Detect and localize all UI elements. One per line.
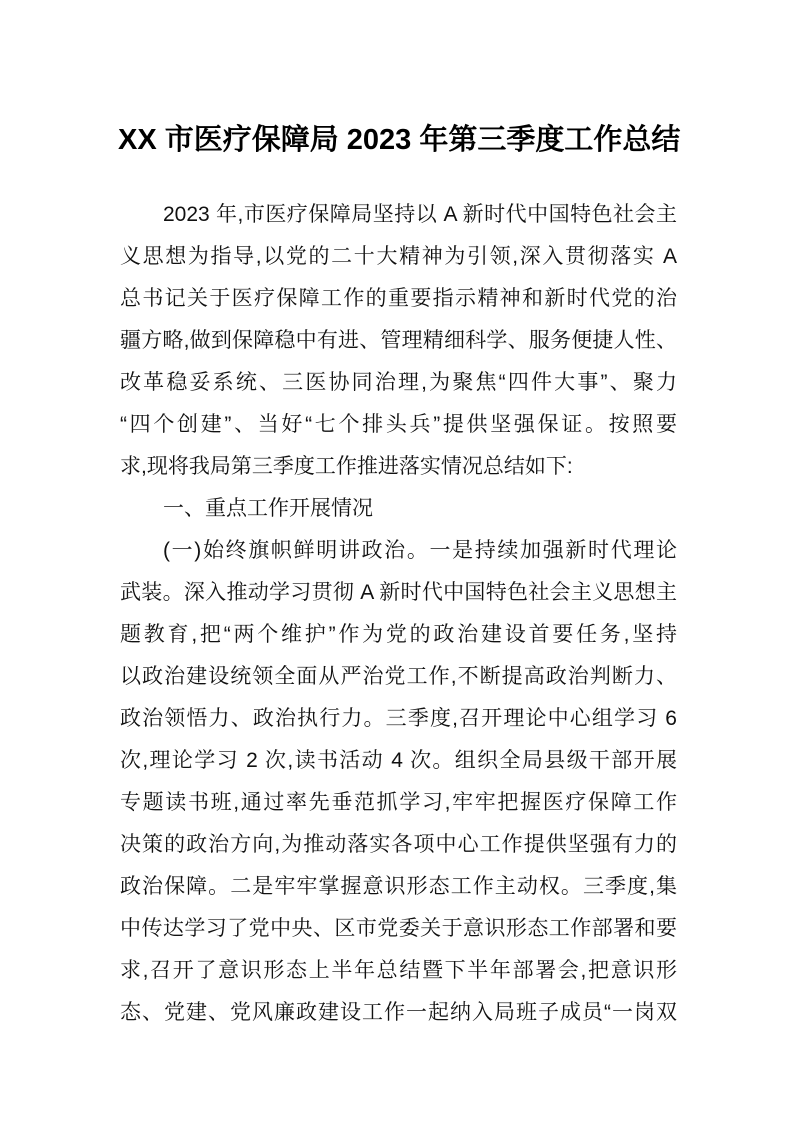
section-one-paragraph-line: 武装。深入推动学习贯彻 A 新时代中国特色社会主义思想主 xyxy=(120,581,677,604)
intro-paragraph-line: 求,现将我局第三季度工作推进落实情况总结如下: xyxy=(120,455,573,478)
document-title: XX 市医疗保障局 2023 年第三季度工作总结 xyxy=(118,124,681,156)
intro-paragraph-line: 总书记关于医疗保障工作的重要指示精神和新时代党的治 xyxy=(120,287,677,310)
intro-paragraph-line: “四个创建”、当好“七个排头兵”提供坚强保证。按照要 xyxy=(120,413,677,436)
section-one-paragraph-line: 次,理论学习 2 次,读书活动 4 次。组织全局县级干部开展 xyxy=(120,749,677,772)
document-body xyxy=(120,194,677,1034)
intro-paragraph-line: 改革稳妥系统、三医协同治理,为聚焦“四件大事”、聚力 xyxy=(120,371,677,394)
section-one-paragraph-line: 求,召开了意识形态上半年总结暨下半年部署会,把意识形 xyxy=(120,959,677,982)
section-one-paragraph-line: 中传达学习了党中央、区市党委关于意识形态工作部署和要 xyxy=(120,917,677,940)
intro-paragraph-line: 义思想为指导,以党的二十大精神为引领,深入贯彻落实 A xyxy=(120,245,677,268)
section-one-paragraph-line: 专题读书班,通过率先垂范抓学习,牢牢把握医疗保障工作 xyxy=(120,791,677,814)
section-one-paragraph-line: (一)始终旗帜鲜明讲政治。一是持续加强新时代理论 xyxy=(163,539,677,562)
intro-paragraph-line: 2023 年,市医疗保障局坚持以 A 新时代中国特色社会主 xyxy=(163,203,677,226)
section-one-paragraph-line: 决策的政治方向,为推动落实各项中心工作提供坚强有力的 xyxy=(120,833,677,856)
section-one-paragraph-line: 政治保障。二是牢牢掌握意识形态工作主动权。三季度,集 xyxy=(120,875,677,898)
section-one-paragraph-line: 态、党建、党风廉政建设工作一起纳入局班子成员“一岗双 xyxy=(120,1001,677,1024)
section-one-paragraph-line: 以政治建设统领全面从严治党工作,不断提高政治判断力、 xyxy=(120,665,677,688)
section-one-paragraph-line: 题教育,把“两个维护”作为党的政治建设首要任务,坚持 xyxy=(120,623,677,646)
section-heading-line: 一、重点工作开展情况 xyxy=(163,497,373,520)
section-one-paragraph-line: 政治领悟力、政治执行力。三季度,召开理论中心组学习 6 xyxy=(120,707,677,730)
intro-paragraph-line: 疆方略,做到保障稳中有进、管理精细科学、服务便捷人性、 xyxy=(120,329,677,352)
